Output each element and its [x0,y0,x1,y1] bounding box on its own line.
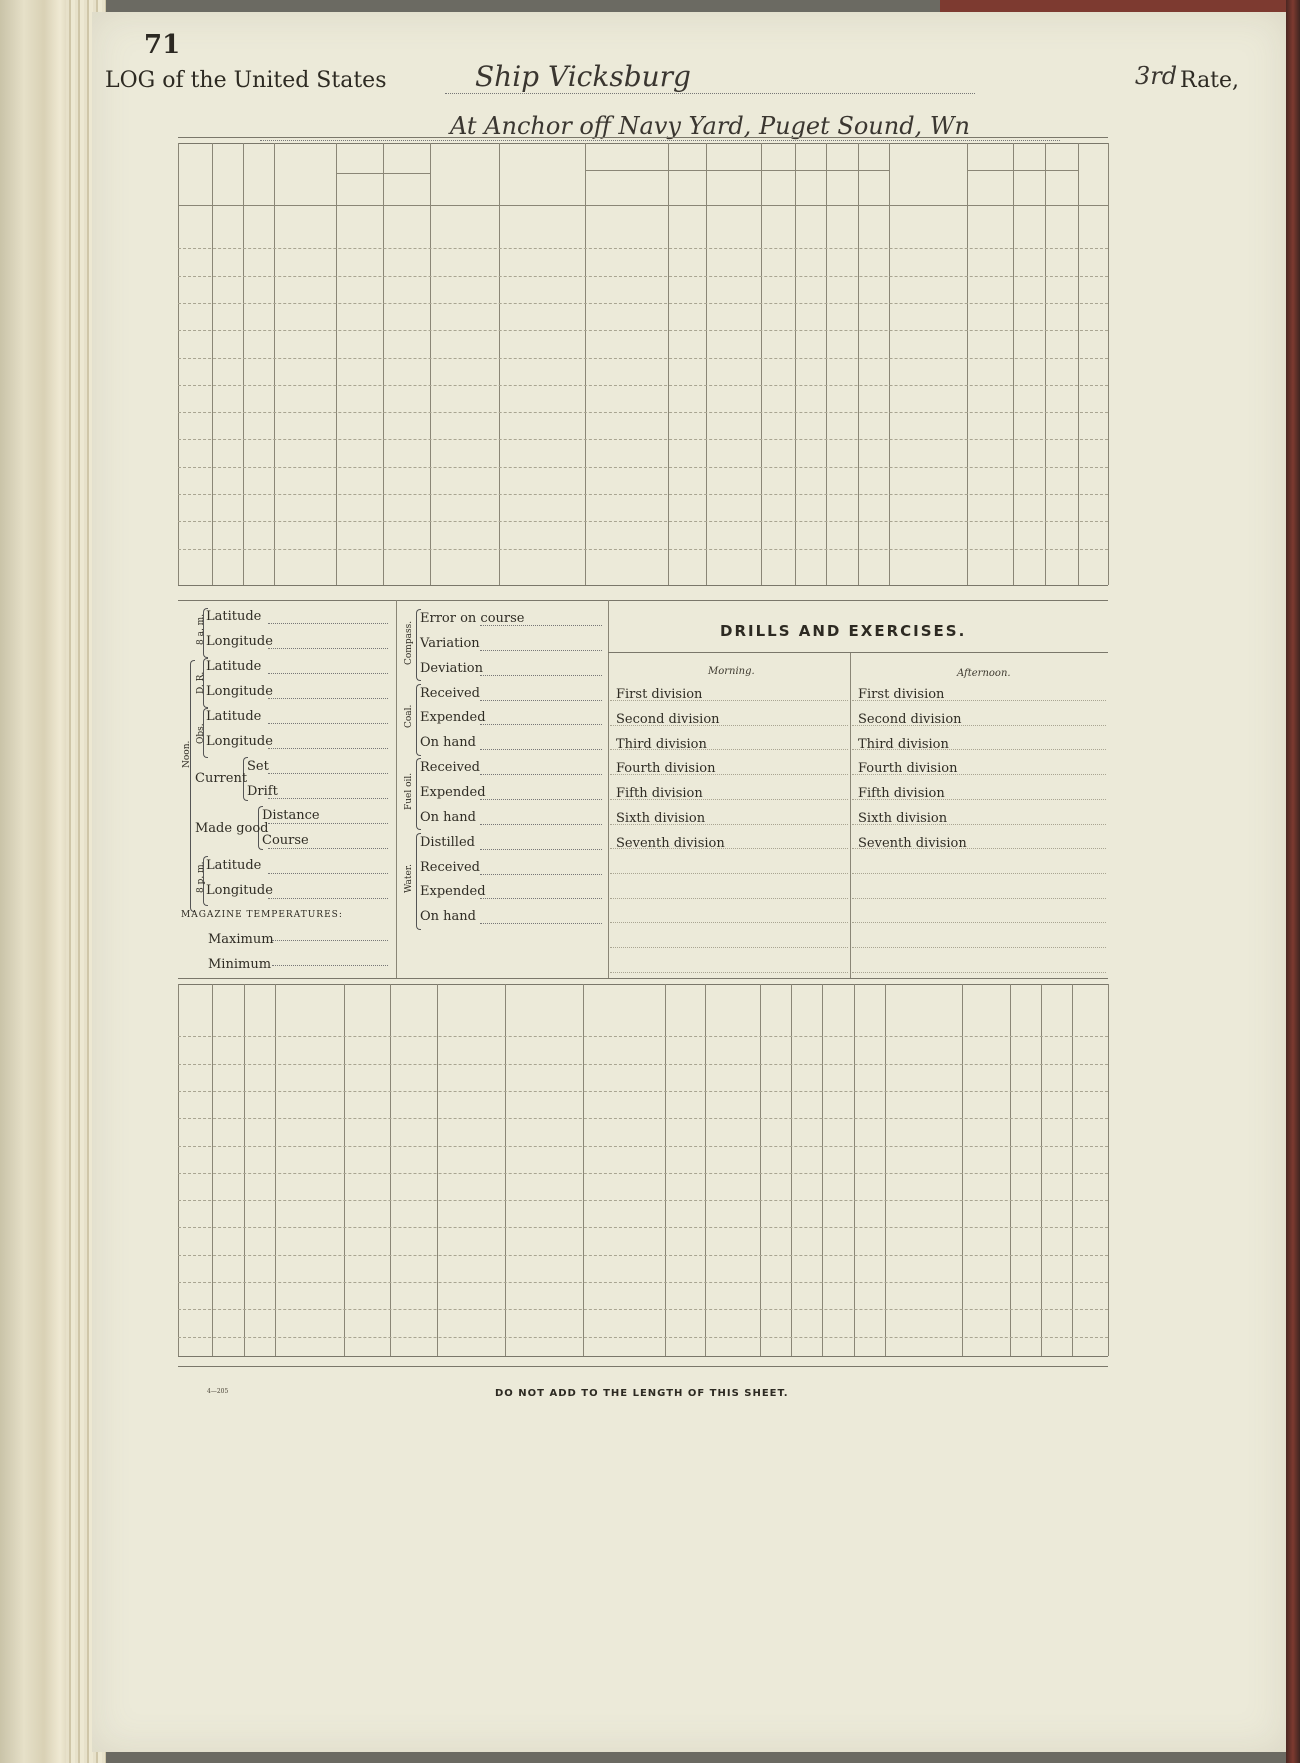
column-line [1108,143,1109,585]
fill-line [268,698,388,699]
column-line [705,984,706,1356]
column-line [706,143,707,585]
fuel-received-label: Received [420,760,480,775]
current-label: Current [195,771,248,786]
water-expended-label: Expended [420,884,486,899]
column-line [1072,984,1073,1356]
column-line [499,143,500,585]
column-line [962,984,963,1356]
column-line [344,984,345,1356]
row-line [178,1337,1108,1338]
column-line [826,143,827,585]
column-line [1108,984,1109,1356]
morning-division-label: Sixth division [616,811,706,826]
column-line [383,143,384,585]
side-label-8am: 8 a. m. [196,613,206,645]
fuel-expended-label: Expended [420,785,486,800]
title-row [105,60,1255,100]
afternoon-division-label: Sixth division [858,811,948,826]
side-label-water: Water. [404,864,414,893]
fill-line [480,749,602,750]
column-line [885,984,886,1356]
row-line [178,1200,1108,1201]
fill-line [268,748,388,749]
subheader-line [706,170,795,171]
column-line [212,143,213,585]
drills-header-line [608,652,1108,653]
side-label-8pm: 8 p. m. [196,861,206,893]
rule-line [178,1356,1108,1357]
column-line [1078,143,1079,585]
morning-division-label: Second division [616,711,720,727]
row-line [610,922,848,923]
column-line [858,143,859,585]
fill-line [480,923,602,924]
afternoon-division-label: First division [858,687,945,702]
row-line [178,385,1108,386]
fill-line [268,798,388,799]
longitude-label: Longitude [206,634,273,649]
fuel-on-hand-label: On hand [420,810,476,825]
row-line [852,898,1106,899]
morning-division-label: Fifth division [616,786,703,802]
error-on-course-label: Error on course [420,611,525,626]
side-label-coal: Coal. [404,704,414,728]
column-line [585,143,586,585]
rule-line [178,1366,1108,1367]
row-line [610,947,848,948]
column-line [437,984,438,1356]
set-label: Set [247,759,269,774]
row-line [178,358,1108,359]
column-line [244,984,245,1356]
fill-line [480,898,602,899]
fill-line [268,823,388,824]
subheader-line [178,205,1108,206]
subheader-line [585,170,706,171]
column-line [1041,984,1042,1356]
column-line [336,143,337,585]
column-line [178,984,179,1356]
fill-line [480,849,602,850]
fill-line [480,724,602,725]
row-line [178,549,1108,550]
row-line [852,873,1106,874]
column-line [178,143,179,585]
location-line: At Anchor off Navy Yard, Puget Sound, Wn [260,112,1060,141]
row-line [178,1146,1108,1147]
row-line [178,467,1108,468]
column-line [1010,984,1011,1356]
column-line [854,984,855,1356]
column-line [795,143,796,585]
fill-line [268,723,388,724]
morning-division-label: Fourth division [616,761,716,777]
column-line [275,984,276,1356]
latitude-label: Latitude [206,659,262,674]
subheader-line [795,170,889,171]
side-label-dr: D. R. [196,671,206,694]
latitude-label: Latitude [206,709,262,724]
fill-line [480,650,602,651]
column-line [505,984,506,1356]
distance-label: Distance [262,808,320,823]
fill-line [480,675,602,676]
afternoon-label: Afternoon. [957,668,1011,679]
row-line [178,1064,1108,1065]
minimum-label: Minimum [208,957,272,972]
column-line [212,984,213,1356]
row-line [178,330,1108,331]
maximum-label: Maximum [208,932,274,947]
column-line [583,984,584,1356]
afternoon-division-label: Third division [858,736,949,752]
made-good-label: Made good [195,821,269,836]
coal-received-label: Received [420,686,480,701]
variation-label: Variation [420,636,480,651]
column-line [390,984,391,1356]
side-label-compass: Compass. [404,620,414,665]
side-label-obs: Obs. [196,723,206,744]
fill-line [268,773,388,774]
column-line [822,984,823,1356]
row-line [852,947,1106,948]
afternoon-division-label: Seventh division [858,835,967,851]
ship-name: Ship Vicksburg [445,60,975,94]
log-sheet [92,12,1286,1752]
row-line [178,439,1108,440]
rate-label: Rate, [1180,68,1240,93]
fill-line [268,623,388,624]
afternoon-division-label: Fourth division [858,761,958,777]
row-line [178,303,1108,304]
column-line [967,143,968,585]
subheader-line [967,170,1078,171]
column-line [430,143,431,585]
fill-line [272,940,388,941]
latitude-label: Latitude [206,858,262,873]
rule-line [178,585,1108,586]
drift-label: Drift [247,784,278,799]
fill-line [480,799,602,800]
row-line [178,412,1108,413]
rule-line [178,978,1108,979]
course-label: Course [262,833,309,848]
coal-on-hand-label: On hand [420,735,476,750]
rule-line [178,137,1108,138]
row-line [178,521,1108,522]
morning-label: Morning. [708,666,755,677]
row-line [178,1173,1108,1174]
print-code: 4—205 [207,1388,229,1395]
brace [190,660,195,912]
row-line [610,972,848,973]
fill-line [480,824,602,825]
rule-line [178,984,1108,985]
side-label-fuel-oil: Fuel oil. [404,772,414,810]
block-divider [850,652,851,978]
row-line [610,873,848,874]
column-line [243,143,244,585]
row-line [178,276,1108,277]
block-divider [608,600,609,978]
book-cover-edge [1286,0,1300,1763]
column-line [761,143,762,585]
morning-division-label: First division [616,687,703,702]
coal-expended-label: Expended [420,710,486,725]
row-line [178,1227,1108,1228]
fill-line [480,774,602,775]
fill-line [268,648,388,649]
fill-line [268,873,388,874]
sheet-notice: DO NOT ADD TO THE LENGTH OF THIS SHEET. [495,1388,789,1399]
column-line [668,143,669,585]
deviation-label: Deviation [420,661,483,676]
row-line [178,494,1108,495]
rule-line [178,143,1108,144]
water-on-hand-label: On hand [420,909,476,924]
morning-division-label: Seventh division [616,835,725,851]
column-line [274,143,275,585]
fill-line [268,898,388,899]
row-line [852,922,1106,923]
subheader-line [336,173,430,174]
row-line [178,248,1108,249]
drills-title: DRILLS AND EXERCISES. [720,622,967,640]
longitude-label: Longitude [206,734,273,749]
column-line [760,984,761,1356]
row-line [178,1255,1108,1256]
fill-line [480,874,602,875]
column-line [1045,143,1046,585]
longitude-label: Longitude [206,684,273,699]
fill-line [272,965,388,966]
row-line [178,1118,1108,1119]
row-line [852,972,1106,973]
morning-division-label: Third division [616,736,707,752]
fill-line [480,700,602,701]
block-divider [396,600,397,978]
water-received-label: Received [420,860,480,875]
latitude-label: Latitude [206,609,262,624]
rule-line [178,600,1108,601]
row-line [178,1282,1108,1283]
column-line [665,984,666,1356]
magazine-temps-label: MAGAZINE TEMPERATURES: [181,910,343,920]
column-line [889,143,890,585]
row-line [178,1091,1108,1092]
row-line [178,1309,1108,1310]
column-line [791,984,792,1356]
column-line [1013,143,1014,585]
afternoon-division-label: Fifth division [858,786,945,802]
row-line [178,1036,1108,1037]
longitude-label: Longitude [206,883,273,898]
afternoon-division-label: Second division [858,711,962,727]
row-line [610,898,848,899]
rate-value: 3rd [1135,62,1178,90]
fill-line [268,673,388,674]
log-title: LOG of the United States [105,68,387,93]
fill-line [268,848,388,849]
side-label-noon: Noon. [182,740,192,768]
distilled-label: Distilled [420,835,475,850]
page-number: 71 [144,30,181,60]
